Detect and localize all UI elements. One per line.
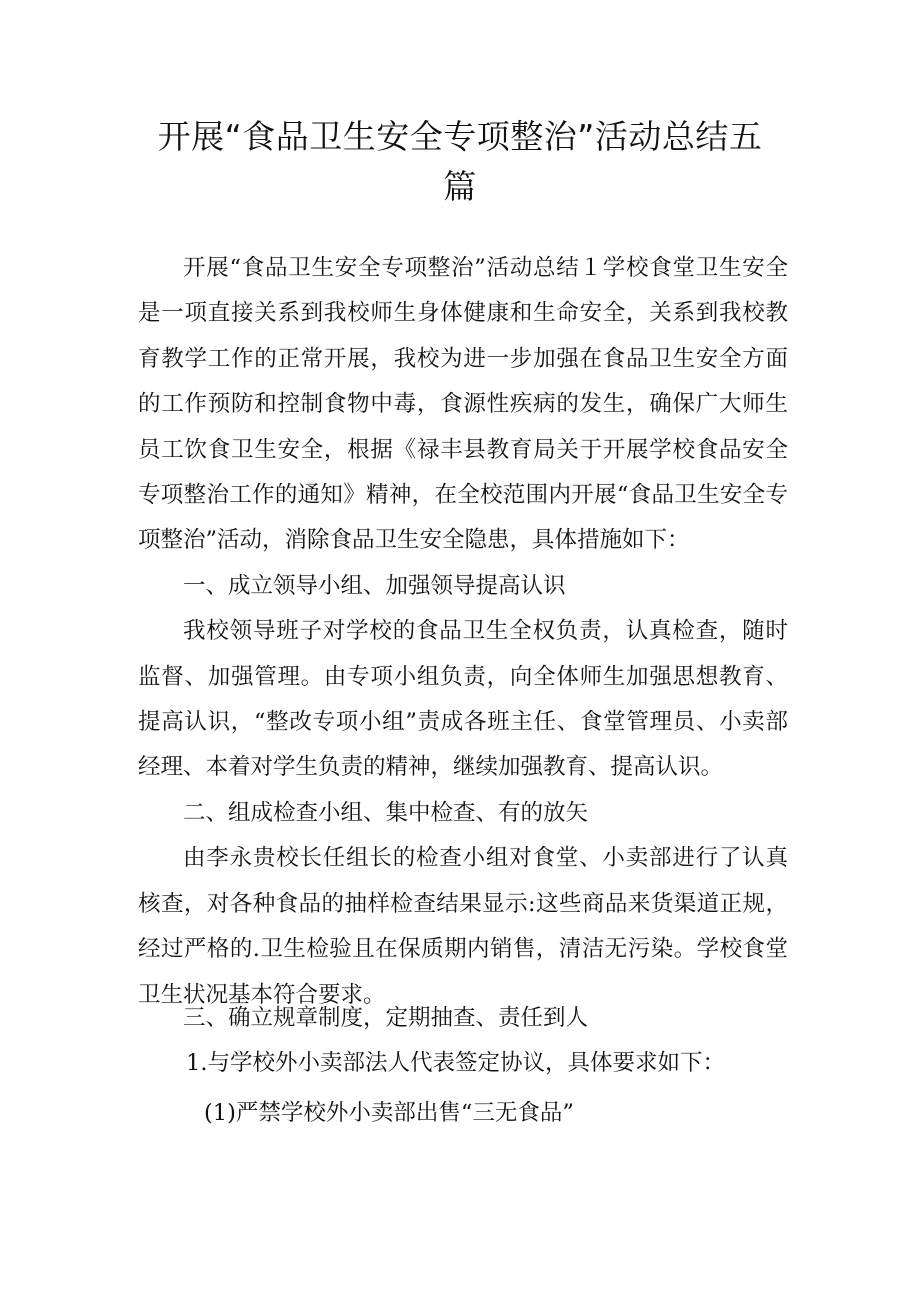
list-item-1: 1.与学校外小卖部法人代表签定协议，具体要求如下：: [186, 1050, 725, 1077]
document-body: [138, 246, 788, 1018]
section-heading-1: 一、成立领导小组、加强领导提高认识: [183, 572, 566, 599]
document-title: [150, 112, 770, 212]
title-line-1: 开展“食品卫生安全专项整治”活动总结五: [157, 117, 763, 156]
section-heading-2: 二、组成检查小组、集中检查、有的放矢: [183, 799, 589, 826]
section-heading-3: 三、确立规章制度，定期抽查、责任到人: [183, 1005, 589, 1031]
list-item-1a: (1)严禁学校外小卖部出售“三无食品”: [204, 1099, 574, 1126]
title-line-2: 篇: [443, 167, 477, 206]
paragraph-intro: 开展“食品卫生安全专项整治”活动总结１学校食堂卫生安全是一项直接关系到我校师生身体健康和生命安全，关系到我校教育教学工作的正常开展，我校为进一步加强在食品卫生安全方面的工作预防和控制食物中毒，食源性疾病的发生，确保广大师生员工饮食卫生安全，根据《禄丰县教育局关于开展学校食品安全专项整治工作的通知》精神，在全校范围内开展“食品卫生安全专项整治”活动，消除食品卫生安全隐患，具体措施如下：: [138, 255, 788, 554]
document-body-continued: [138, 996, 788, 1136]
paragraph-inspection: 由李永贵校长任组长的检查小组对食堂、小卖部进行了认真核查，对各种食品的抽样检查结果显示:这些商品来货渠道正规，经过严格的.卫生检验且在保质期内销售，清洁无污染。学校食堂卫生状况基本符合要求。: [138, 845, 788, 1008]
paragraph-leadership: 我校领导班子对学校的食品卫生全权负责，认真检查，随时监督、加强管理。由专项小组负责，向全体师生加强思想教育、提高认识，“整改专项小组”责成各班主任、食堂管理员、小卖部经理、本着对学生负责的精神，继续加强教育、提高认识。: [138, 618, 788, 781]
